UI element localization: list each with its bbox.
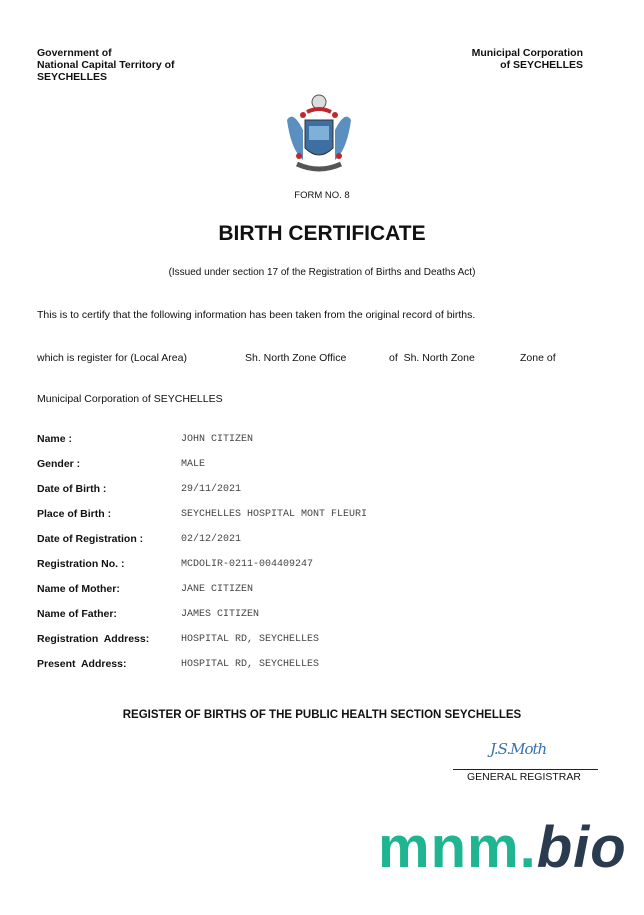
issuer-line: Municipal Corporation bbox=[471, 47, 583, 59]
field-label: Present Address: bbox=[37, 658, 127, 670]
field-label: Registration Address: bbox=[37, 633, 150, 645]
local-area-label: which is register for (Local Area) bbox=[37, 352, 187, 364]
field-value: JANE CITIZEN bbox=[181, 584, 254, 595]
field-value: JOHN CITIZEN bbox=[181, 434, 254, 445]
field-value: MALE bbox=[181, 459, 206, 470]
watermark-part2: bio bbox=[536, 815, 627, 880]
issuer-right bbox=[472, 47, 583, 71]
registrar-signature: J.S.Moth bbox=[490, 740, 547, 758]
certify-statement: This is to certify that the following information has been taken from the original record of births. bbox=[37, 309, 476, 321]
field-label: Date of Birth : bbox=[37, 483, 107, 495]
issuer-line: of SEYCHELLES bbox=[500, 59, 583, 71]
page-title: BIRTH CERTIFICATE bbox=[218, 222, 426, 245]
registrar-title: GENERAL REGISTRAR bbox=[467, 771, 581, 783]
field-value: 02/12/2021 bbox=[181, 534, 242, 545]
field-value: HOSPITAL RD, SEYCHELLES bbox=[181, 659, 320, 670]
coat-of-arms-emblem bbox=[283, 90, 355, 176]
local-area-office: Sh. North Zone Office bbox=[245, 352, 347, 364]
watermark-logo bbox=[378, 814, 627, 881]
field-value: HOSPITAL RD, SEYCHELLES bbox=[181, 634, 320, 645]
field-label: Name : bbox=[37, 433, 73, 445]
issuer-line: National Capital Territory of bbox=[37, 59, 175, 71]
issuer-line: Government of bbox=[37, 47, 112, 59]
local-area-zone-of: Zone of bbox=[520, 352, 556, 364]
form-number: FORM NO. 8 bbox=[294, 190, 350, 201]
municipal-corporation: Municipal Corporation of SEYCHELLES bbox=[37, 393, 223, 405]
issuer-left bbox=[37, 47, 175, 83]
issuer-line: SEYCHELLES bbox=[37, 71, 108, 83]
field-label: Name of Mother: bbox=[37, 583, 120, 595]
subtitle: (Issued under section 17 of the Registration of Births and Deaths Act) bbox=[168, 267, 476, 278]
field-label: Place of Birth : bbox=[37, 508, 112, 520]
local-area-zone: of Sh. North Zone bbox=[389, 352, 475, 364]
field-value: MCDOLIR-0211-004409247 bbox=[181, 559, 314, 570]
field-label: Name of Father: bbox=[37, 608, 117, 620]
field-value: JAMES CITIZEN bbox=[181, 609, 260, 620]
watermark-part1: mnm. bbox=[378, 815, 537, 880]
signature-line bbox=[453, 769, 598, 770]
field-value: 29/11/2021 bbox=[181, 484, 242, 495]
field-label: Date of Registration : bbox=[37, 533, 144, 545]
field-label: Gender : bbox=[37, 458, 81, 470]
field-label: Registration No. : bbox=[37, 558, 125, 570]
register-note: REGISTER OF BIRTHS OF THE PUBLIC HEALTH SECTION SEYCHELLES bbox=[122, 709, 522, 721]
field-value: SEYCHELLES HOSPITAL MONT FLEURI bbox=[181, 509, 368, 520]
